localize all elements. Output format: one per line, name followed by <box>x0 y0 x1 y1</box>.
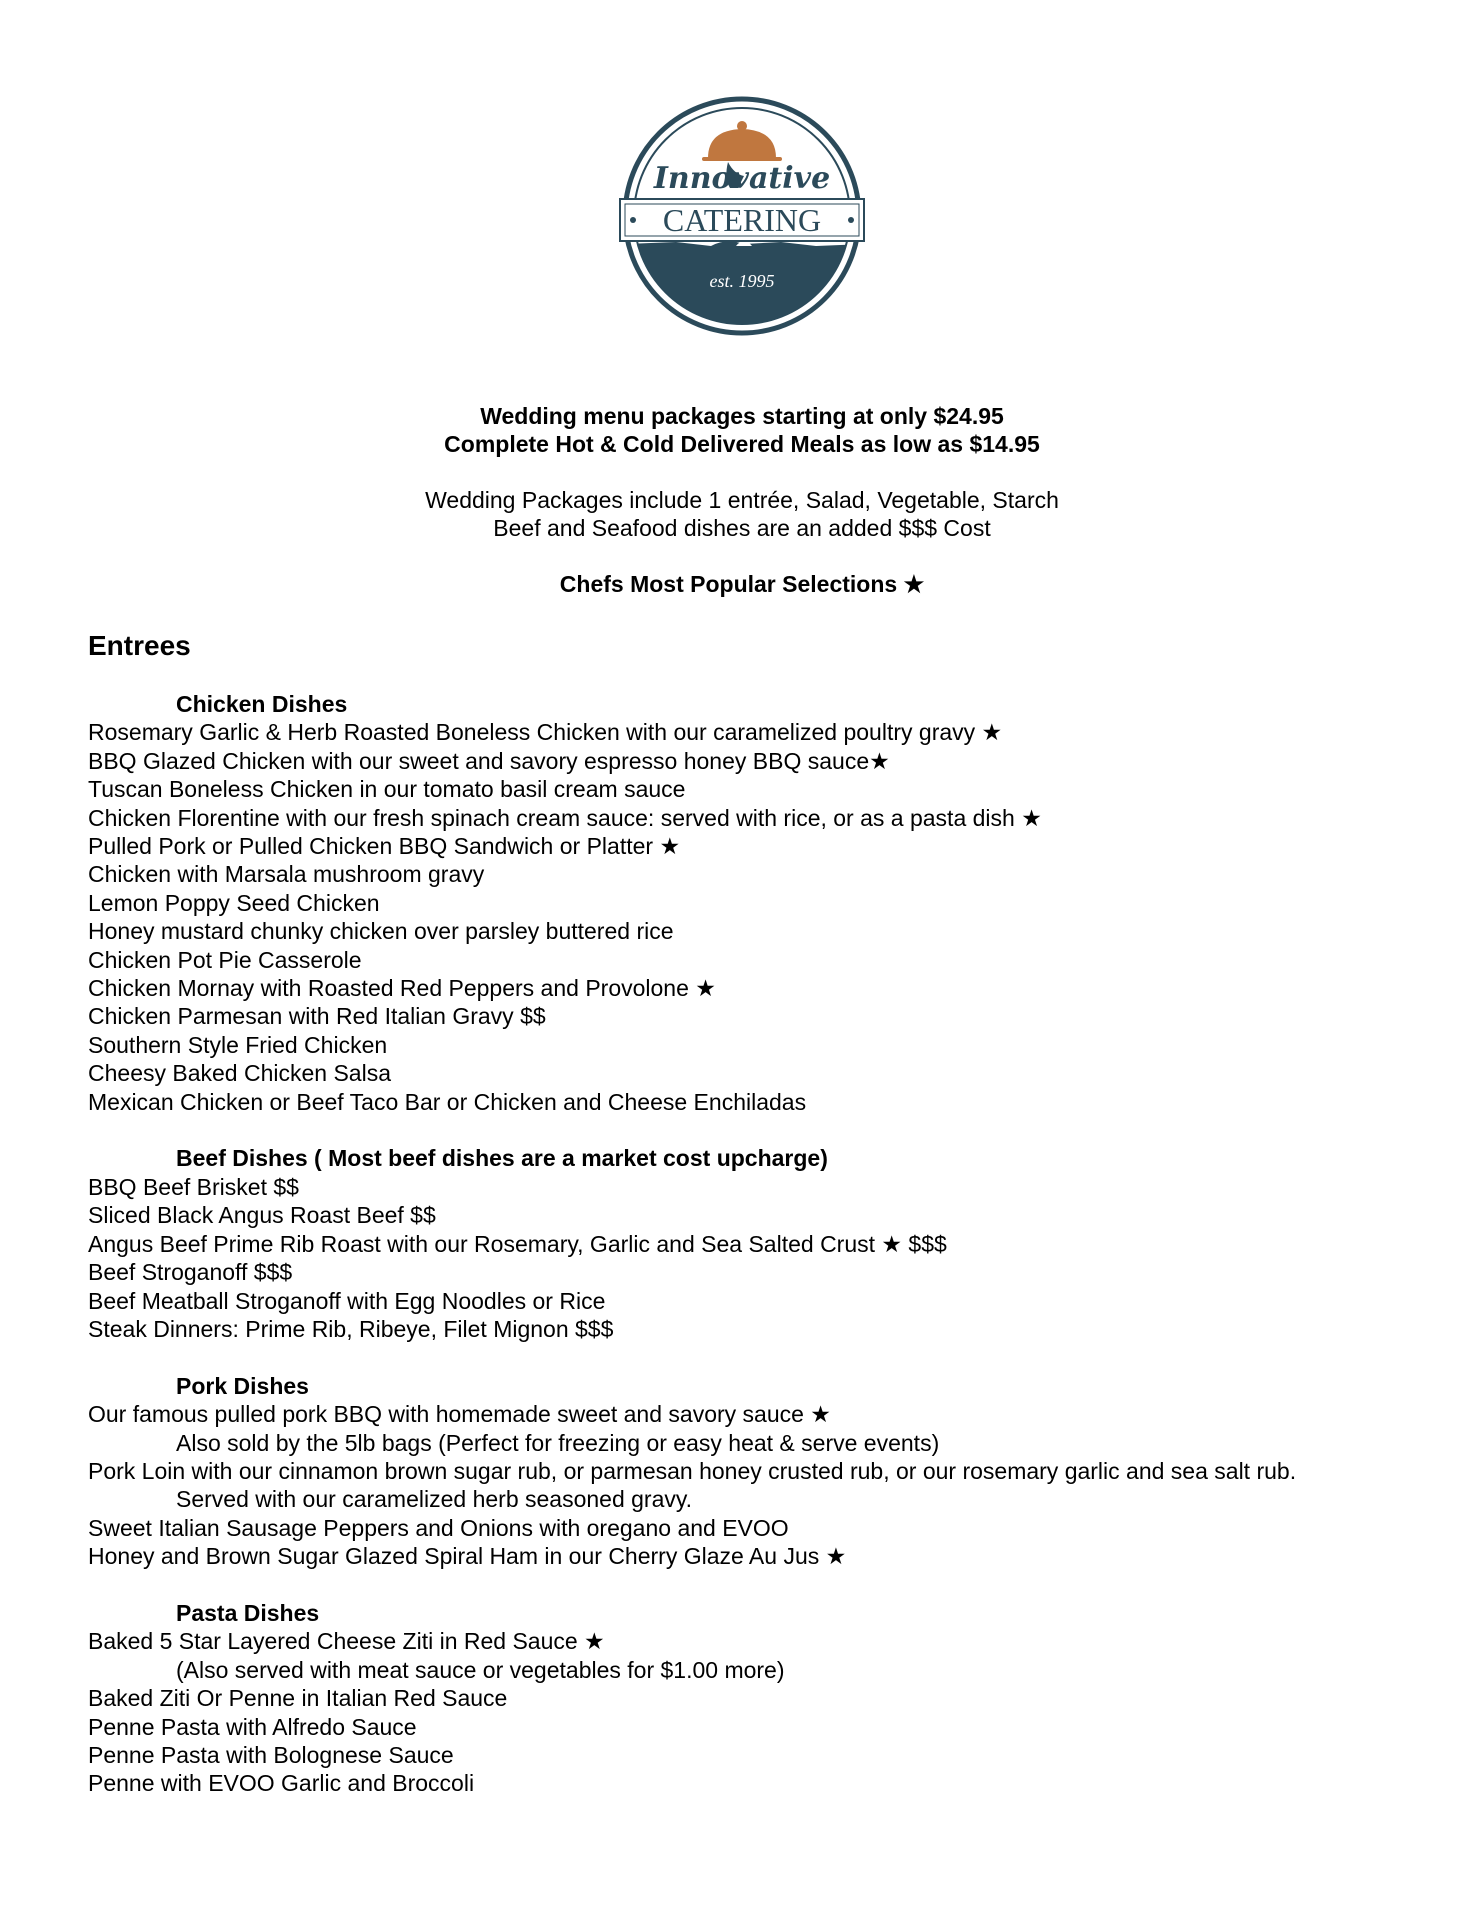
menu-section <box>88 1372 1448 1571</box>
menu-item: Mexican Chicken or Beef Taco Bar or Chicken and Cheese Enchiladas <box>88 1088 807 1115</box>
section-title: Beef Dishes ( Most beef dishes are a market cost upcharge) <box>176 1145 828 1172</box>
menu-item-note: (Also served with meat sauce or vegetables for $1.00 more) <box>176 1656 785 1683</box>
logo-catering-word: CATERING <box>662 202 822 238</box>
section-title: Pork Dishes <box>176 1372 309 1399</box>
menu-item: Cheesy Baked Chicken Salsa <box>88 1060 391 1087</box>
intro-delivered-price: Complete Hot & Cold Delivered Meals as low as $14.95 <box>444 431 1040 457</box>
catering-logo-graphic <box>616 96 868 336</box>
menu-section <box>88 690 1448 1116</box>
intro-package-includes: Wedding Packages include 1 entrée, Salad, Vegetable, Starch <box>425 487 1059 513</box>
menu-item-note: Served with our caramelized herb seasoned gravy. <box>176 1486 693 1513</box>
menu-item: Chicken with Marsala mushroom gravy <box>88 861 485 888</box>
menu-item: Southern Style Fried Chicken <box>88 1031 388 1058</box>
company-logo <box>616 96 868 336</box>
menu-item: Chicken Florentine with our fresh spinach cream sauce: served with rice, or as a pasta dish ★ <box>88 804 1042 831</box>
section-title: Chicken Dishes <box>176 691 348 717</box>
section-title: Pasta Dishes <box>176 1599 320 1626</box>
menu-item: Honey and Brown Sugar Glazed Spiral Ham in our Cherry Glaze Au Jus ★ <box>88 1543 847 1570</box>
menu-item: Penne Pasta with Alfredo Sauce <box>88 1713 417 1740</box>
entrees-heading: Entrees <box>88 630 191 661</box>
menu-section <box>88 1599 1448 1798</box>
menu-item: Steak Dinners: Prime Rib, Ribeye, Filet Mignon $$$ <box>88 1315 614 1342</box>
menu-item: Pork Loin with our cinnamon brown sugar rub, or parmesan honey crusted rub, or our rosemary garlic and sea salt rub. <box>88 1457 1297 1484</box>
logo-script-text: Innovative <box>653 161 831 196</box>
menu-item: Baked Ziti Or Penne in Italian Red Sauce <box>88 1685 508 1712</box>
logo-established-text: est. 1995 <box>709 271 775 291</box>
menu-item: Beef Stroganoff $$$ <box>88 1259 293 1286</box>
intro-added-cost: Beef and Seafood dishes are an added $$$ Cost <box>493 515 991 541</box>
menu-item: Pulled Pork or Pulled Chicken BBQ Sandwich or Platter ★ <box>88 833 681 860</box>
intro-wedding-price: Wedding menu packages starting at only $24.95 <box>480 403 1004 429</box>
menu-item: Sliced Black Angus Roast Beef $$ <box>88 1202 436 1229</box>
intro-block <box>0 402 1484 598</box>
menu-sections <box>88 690 1448 1826</box>
menu-item: Sweet Italian Sausage Peppers and Onions with oregano and EVOO <box>88 1514 789 1541</box>
menu-item: Our famous pulled pork BBQ with homemade sweet and savory sauce ★ <box>88 1401 831 1428</box>
menu-item: Chicken Mornay with Roasted Red Peppers and Provolone ★ <box>88 975 716 1002</box>
menu-item: Chicken Pot Pie Casserole <box>88 946 362 973</box>
menu-item: Penne Pasta with Bolognese Sauce <box>88 1741 454 1768</box>
menu-item: Tuscan Boneless Chicken in our tomato basil cream sauce <box>88 776 686 803</box>
menu-item: Chicken Parmesan with Red Italian Gravy $$ <box>88 1003 546 1030</box>
menu-item: Angus Beef Prime Rib Roast with our Rosemary, Garlic and Sea Salted Crust ★ $$$ <box>88 1230 947 1257</box>
menu-item: BBQ Glazed Chicken with our sweet and savory espresso honey BBQ sauce★ <box>88 747 890 774</box>
menu-item: BBQ Beef Brisket $$ <box>88 1173 299 1200</box>
popular-selections-note: Chefs Most Popular Selections ★ <box>559 571 925 597</box>
menu-section <box>88 1144 1448 1343</box>
menu-item-note: Also sold by the 5lb bags (Perfect for freezing or easy heat & serve events) <box>176 1429 940 1456</box>
menu-item: Beef Meatball Stroganoff with Egg Noodles or Rice <box>88 1287 606 1314</box>
menu-item: Penne with EVOO Garlic and Broccoli <box>88 1770 475 1797</box>
menu-item: Lemon Poppy Seed Chicken <box>88 889 380 916</box>
menu-item: Baked 5 Star Layered Cheese Ziti in Red Sauce ★ <box>88 1628 605 1655</box>
menu-item: Rosemary Garlic & Herb Roasted Boneless Chicken with our caramelized poultry gravy ★ <box>88 719 1003 746</box>
menu-item: Honey mustard chunky chicken over parsley buttered rice <box>88 918 674 945</box>
